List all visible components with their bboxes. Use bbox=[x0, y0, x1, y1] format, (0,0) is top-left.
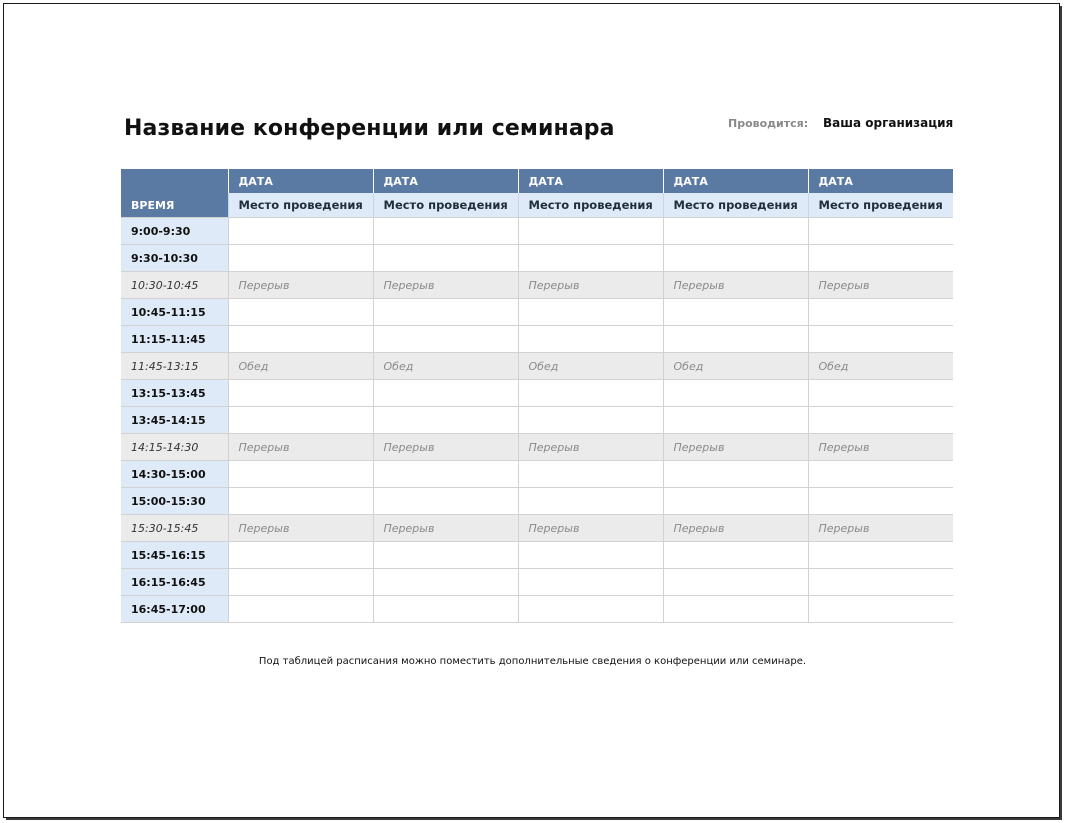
session-row bbox=[121, 380, 953, 407]
break-cell[interactable]: Обед bbox=[518, 353, 663, 380]
session-row bbox=[121, 488, 953, 515]
place-header-row bbox=[121, 193, 953, 218]
session-cell[interactable] bbox=[228, 569, 373, 596]
time-slot: 13:45-14:15 bbox=[121, 407, 228, 434]
session-row bbox=[121, 326, 953, 353]
day-place[interactable]: Место проведения bbox=[518, 193, 663, 218]
break-row bbox=[121, 272, 953, 299]
time-slot: 10:30-10:45 bbox=[121, 272, 228, 299]
organizer-name[interactable]: Ваша организация bbox=[823, 116, 954, 130]
schedule-table bbox=[121, 169, 953, 623]
session-cell[interactable] bbox=[663, 407, 808, 434]
break-cell[interactable]: Перерыв bbox=[518, 515, 663, 542]
time-slot: 9:30-10:30 bbox=[121, 245, 228, 272]
time-slot: 15:00-15:30 bbox=[121, 488, 228, 515]
break-cell[interactable]: Перерыв bbox=[228, 272, 373, 299]
session-cell[interactable] bbox=[373, 299, 518, 326]
session-row bbox=[121, 245, 953, 272]
break-cell[interactable]: Перерыв bbox=[373, 272, 518, 299]
session-cell[interactable] bbox=[518, 569, 663, 596]
break-cell[interactable]: Перерыв bbox=[663, 272, 808, 299]
break-row bbox=[121, 353, 953, 380]
session-row bbox=[121, 218, 953, 245]
day-place[interactable]: Место проведения bbox=[663, 193, 808, 218]
date-header-row bbox=[121, 169, 953, 193]
session-cell[interactable] bbox=[808, 569, 953, 596]
page-shadow-bottom bbox=[6, 818, 1062, 820]
session-cell[interactable] bbox=[518, 488, 663, 515]
session-cell[interactable] bbox=[373, 542, 518, 569]
session-cell[interactable] bbox=[808, 245, 953, 272]
session-cell[interactable] bbox=[518, 245, 663, 272]
day-place[interactable]: Место проведения bbox=[228, 193, 373, 218]
session-cell[interactable] bbox=[228, 326, 373, 353]
time-slot: 13:15-13:45 bbox=[121, 380, 228, 407]
session-row bbox=[121, 461, 953, 488]
session-cell[interactable] bbox=[518, 380, 663, 407]
day-place[interactable]: Место проведения bbox=[808, 193, 953, 218]
session-cell[interactable] bbox=[663, 542, 808, 569]
session-cell[interactable] bbox=[518, 326, 663, 353]
time-slot: 11:15-11:45 bbox=[121, 326, 228, 353]
session-cell[interactable] bbox=[373, 407, 518, 434]
time-slot: 11:45-13:15 bbox=[121, 353, 228, 380]
session-cell[interactable] bbox=[373, 596, 518, 623]
session-cell[interactable] bbox=[228, 245, 373, 272]
session-cell[interactable] bbox=[228, 488, 373, 515]
day-date[interactable]: ДАТА bbox=[373, 169, 518, 193]
break-cell[interactable]: Перерыв bbox=[808, 434, 953, 461]
day-place[interactable]: Место проведения bbox=[373, 193, 518, 218]
session-cell[interactable] bbox=[663, 380, 808, 407]
session-row bbox=[121, 569, 953, 596]
session-cell[interactable] bbox=[518, 407, 663, 434]
session-cell[interactable] bbox=[228, 461, 373, 488]
break-cell[interactable]: Перерыв bbox=[663, 434, 808, 461]
session-cell[interactable] bbox=[518, 542, 663, 569]
session-row bbox=[121, 542, 953, 569]
session-cell[interactable] bbox=[663, 461, 808, 488]
session-cell[interactable] bbox=[228, 542, 373, 569]
session-cell[interactable] bbox=[663, 569, 808, 596]
break-cell[interactable]: Обед bbox=[663, 353, 808, 380]
header-corner bbox=[121, 169, 228, 193]
session-cell[interactable] bbox=[808, 596, 953, 623]
session-cell[interactable] bbox=[663, 299, 808, 326]
session-cell[interactable] bbox=[228, 380, 373, 407]
break-cell[interactable]: Перерыв bbox=[808, 515, 953, 542]
break-cell[interactable]: Перерыв bbox=[518, 434, 663, 461]
session-cell[interactable] bbox=[228, 218, 373, 245]
break-cell[interactable]: Перерыв bbox=[373, 434, 518, 461]
break-cell[interactable]: Обед bbox=[228, 353, 373, 380]
time-slot: 14:15-14:30 bbox=[121, 434, 228, 461]
break-cell[interactable]: Обед bbox=[373, 353, 518, 380]
time-slot: 15:45-16:15 bbox=[121, 542, 228, 569]
session-cell[interactable] bbox=[808, 542, 953, 569]
session-cell[interactable] bbox=[663, 245, 808, 272]
session-cell[interactable] bbox=[518, 596, 663, 623]
session-cell[interactable] bbox=[518, 299, 663, 326]
session-cell[interactable] bbox=[373, 488, 518, 515]
session-cell[interactable] bbox=[518, 218, 663, 245]
break-cell[interactable]: Перерыв bbox=[808, 272, 953, 299]
session-row bbox=[121, 596, 953, 623]
session-cell[interactable] bbox=[663, 218, 808, 245]
conference-title[interactable]: Название конференции или семинара bbox=[124, 116, 615, 141]
time-slot: 16:45-17:00 bbox=[121, 596, 228, 623]
session-cell[interactable] bbox=[228, 407, 373, 434]
break-cell[interactable]: Перерыв bbox=[663, 515, 808, 542]
break-row bbox=[121, 515, 953, 542]
session-cell[interactable] bbox=[663, 488, 808, 515]
session-cell[interactable] bbox=[808, 407, 953, 434]
session-cell[interactable] bbox=[808, 380, 953, 407]
day-date[interactable]: ДАТА bbox=[663, 169, 808, 193]
page-shadow-right bbox=[1060, 6, 1062, 820]
session-row bbox=[121, 299, 953, 326]
session-cell[interactable] bbox=[228, 596, 373, 623]
day-date[interactable]: ДАТА bbox=[228, 169, 373, 193]
time-slot: 14:30-15:00 bbox=[121, 461, 228, 488]
time-slot: 9:00-9:30 bbox=[121, 218, 228, 245]
day-date[interactable]: ДАТА bbox=[518, 169, 663, 193]
break-cell[interactable]: Перерыв bbox=[228, 515, 373, 542]
session-cell[interactable] bbox=[663, 596, 808, 623]
session-cell[interactable] bbox=[373, 461, 518, 488]
time-column-header: ВРЕМЯ bbox=[121, 193, 228, 218]
session-cell[interactable] bbox=[518, 461, 663, 488]
break-cell[interactable]: Обед bbox=[808, 353, 953, 380]
time-slot: 15:30-15:45 bbox=[121, 515, 228, 542]
break-cell[interactable]: Перерыв bbox=[518, 272, 663, 299]
session-cell[interactable] bbox=[808, 218, 953, 245]
session-cell[interactable] bbox=[808, 488, 953, 515]
session-cell[interactable] bbox=[373, 380, 518, 407]
session-cell[interactable] bbox=[808, 299, 953, 326]
session-cell[interactable] bbox=[663, 326, 808, 353]
organizer-label: Проводится: bbox=[728, 117, 809, 130]
session-cell[interactable] bbox=[228, 299, 373, 326]
time-slot: 10:45-11:15 bbox=[121, 299, 228, 326]
footer-note[interactable]: Под таблицей расписания можно поместить дополнительные сведения о конференции или семинаре. bbox=[258, 656, 807, 667]
session-cell[interactable] bbox=[373, 218, 518, 245]
break-cell[interactable]: Перерыв bbox=[228, 434, 373, 461]
session-cell[interactable] bbox=[808, 461, 953, 488]
session-row bbox=[121, 407, 953, 434]
session-cell[interactable] bbox=[373, 326, 518, 353]
break-cell[interactable]: Перерыв bbox=[373, 515, 518, 542]
session-cell[interactable] bbox=[373, 569, 518, 596]
session-cell[interactable] bbox=[808, 326, 953, 353]
session-cell[interactable] bbox=[373, 245, 518, 272]
day-date[interactable]: ДАТА bbox=[808, 169, 953, 193]
time-slot: 16:15-16:45 bbox=[121, 569, 228, 596]
break-row bbox=[121, 434, 953, 461]
